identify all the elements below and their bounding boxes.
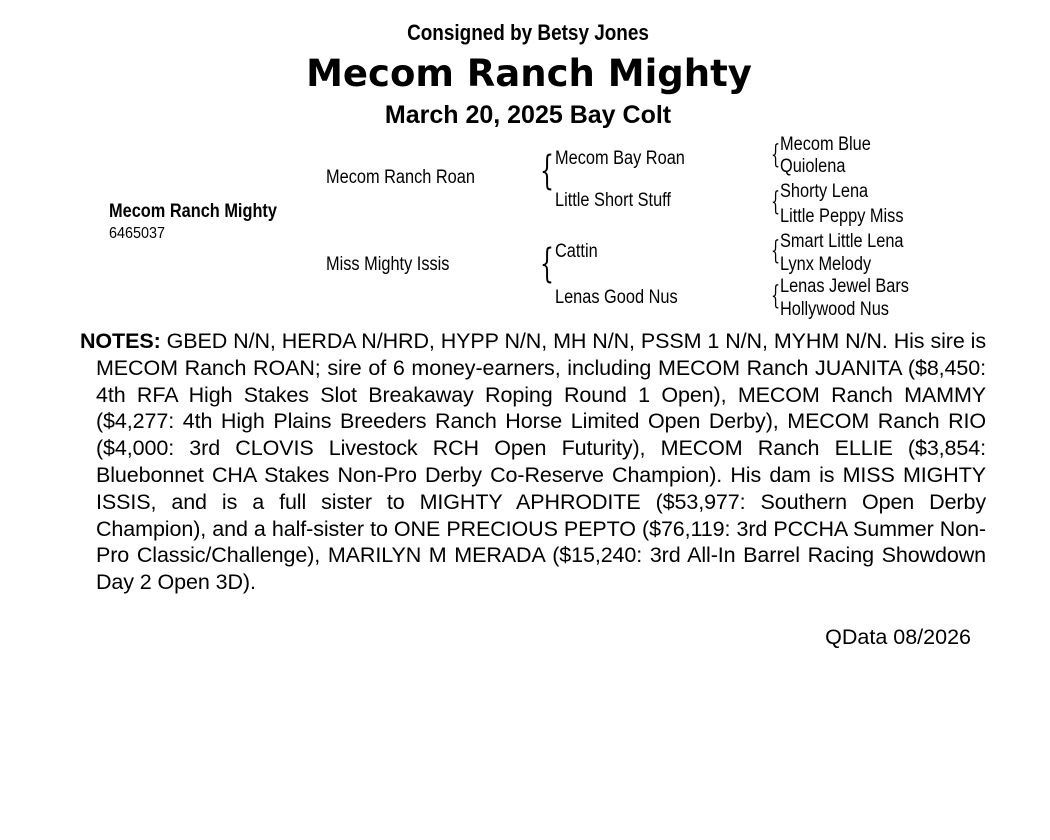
horse-name-title: Mecom Ranch Mighty — [306, 52, 752, 95]
sire-name: Mecom Ranch Roan — [326, 167, 475, 188]
brace-icon: { — [771, 187, 781, 217]
great-grandsire-4: Lenas Jewel Bars — [780, 276, 909, 297]
brace-icon: { — [540, 241, 554, 287]
dam-dam-name: Lenas Good Nus — [555, 287, 678, 308]
brace-icon: { — [540, 148, 554, 194]
brace-icon: { — [771, 236, 781, 266]
dam-name: Miss Mighty Issis — [326, 254, 450, 275]
registration-number: 6465037 — [109, 225, 166, 242]
subject-horse-name: Mecom Ranch Mighty — [109, 201, 277, 222]
great-granddam-2: Little Peppy Miss — [780, 206, 904, 227]
great-grandsire-1: Mecom Blue — [780, 134, 871, 155]
great-granddam-3: Lynx Melody — [780, 254, 872, 275]
brace-icon: { — [771, 140, 781, 170]
consignor-line: Consigned by Betsy Jones — [407, 20, 649, 45]
great-grandsire-3: Smart Little Lena — [780, 231, 904, 252]
sire-dam-name: Little Short Stuff — [555, 190, 671, 211]
notes-paragraph — [80, 328, 986, 596]
great-granddam-1: Quiolena — [780, 156, 846, 177]
brace-icon: { — [771, 281, 781, 311]
sire-sire-name: Mecom Bay Roan — [555, 148, 685, 169]
great-grandsire-2: Shorty Lena — [780, 181, 869, 202]
qdata-stamp: QData 08/2026 — [825, 625, 971, 649]
dam-sire-name: Cattin — [555, 241, 598, 262]
notes-text: GBED N/N, HERDA N/HRD, HYPP N/N, MH N/N, PSSM 1 N/N, MYHM N/N. His sire is MECOM Ranch ROAN; sire of 6 money-earners, including MECOM Ranch JUANITA ($8,450: 4th RFA High Stakes Slot Breakaway Roping Round 1 Open), MECOM Ranch MAMMY ($4,277: 4th High Plains Breeders Ranch Horse Limited Open Derby), MECOM Ranch RIO ($4,000: 3rd CLOVIS Livestock RCH Open Futurity), MECOM Ranch ELLIE ($3,854: Bluebonnet CHA Stakes Non-Pro Derby Co-Reserve Champion). His dam is MISS MIGHTY ISSIS, and is a full sister to MIGHTY APHRODITE ($53,977: Southern Open Derby Champion), and a half-sister to ONE PRECIOUS PEPTO ($76,119: 3rd PCCHA Summer Non-Pro Classic/Challenge), MARILYN M MERADA ($15,240: 3rd All-In Barrel Racing Showdown Day 2 Open 3D). — [96, 329, 987, 595]
notes-label: NOTES: — [80, 329, 161, 353]
great-granddam-4: Hollywood Nus — [780, 299, 889, 320]
foaling-date-line: March 20, 2025 Bay Colt — [384, 101, 672, 129]
